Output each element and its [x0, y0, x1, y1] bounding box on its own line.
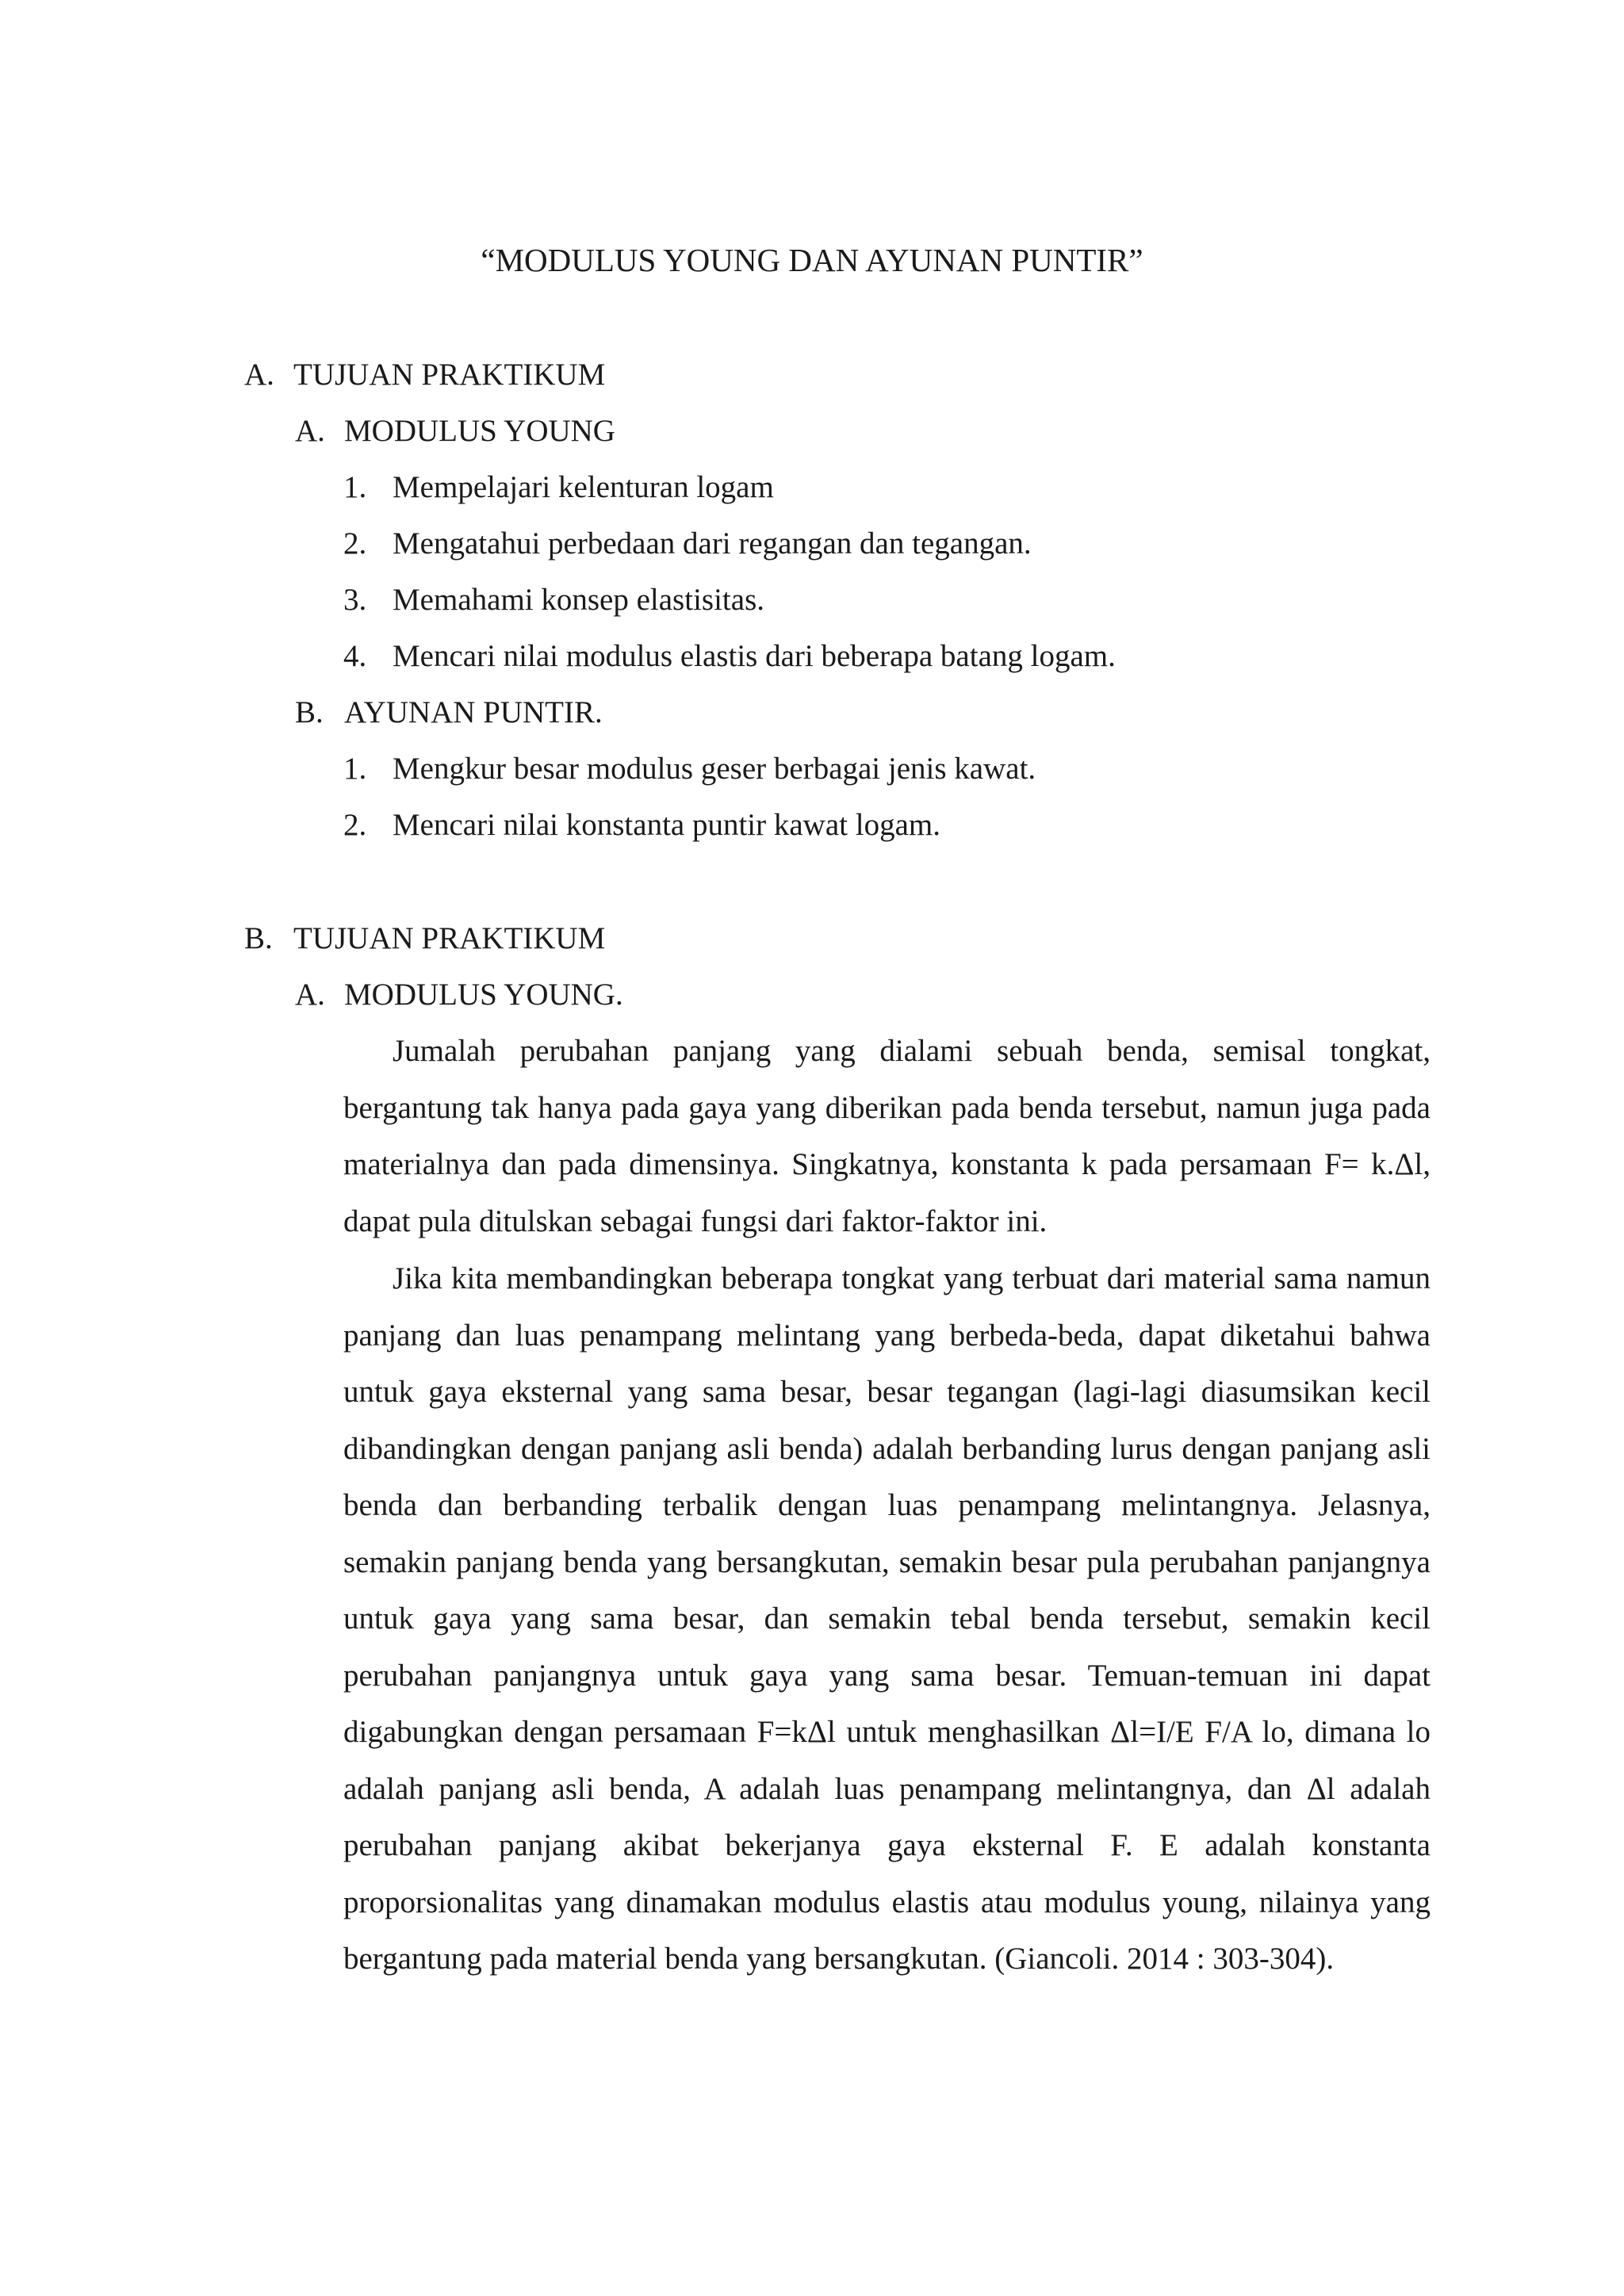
body-paragraph: Jumalah perubahan panjang yang dialami sebuah benda, semisal tongkat, bergantung tak hanya pada gaya yang diberikan pada benda tersebut, namun juga pada materialnya dan pada dimensinya. Singkatnya, konstanta k pada persamaan F= k.Δl, dapat pula ditulskan sebagai fungsi dari faktor-faktor ini.: [343, 1034, 1431, 1238]
list-text: Mengatahui perbedaan dari regangan dan tegangan.: [393, 526, 1032, 561]
subsection-marker: B.: [295, 695, 324, 729]
subsection-a-heading: [295, 973, 623, 1017]
list-number: 1.: [343, 470, 367, 504]
subsection-marker: A.: [295, 978, 325, 1012]
list-number: 2.: [343, 808, 367, 842]
subsection-title: MODULUS YOUNG.: [344, 978, 623, 1012]
list-item: [343, 803, 940, 848]
document-title: “MODULUS YOUNG DAN AYUNAN PUNTIR”: [481, 242, 1143, 278]
section-marker: B.: [244, 921, 273, 955]
section-title: TUJUAN PRAKTIKUM: [293, 358, 606, 392]
list-number: 1.: [343, 752, 367, 786]
list-item: [343, 634, 1116, 679]
list-text: Mengkur besar modulus geser berbagai jenis kawat.: [393, 752, 1036, 786]
subsection-b-heading: [295, 691, 603, 735]
list-text: Memahami konsep elastisitas.: [393, 583, 764, 617]
body-paragraph: Jika kita membandingkan beberapa tongkat yang terbuat dari material sama namun panjang dan luas penampang melintang yang berbeda-beda, dapat diketahui bahwa untuk gaya eksternal yang sama besar, besar tegangan (lagi-lagi diasumsikan kecil dibandingkan dengan panjang asli benda) adalah berbanding lurus dengan panjang asli benda dan berbanding terbalik dengan luas penampang melintangnya. Jelasnya, semakin panjang benda yang bersangkutan, semakin besar pula perubahan panjangnya untuk gaya yang sama besar, dan semakin tebal benda tersebut, semakin kecil perubahan panjangnya untuk gaya yang sama besar. Temuan-temuan ini dapat digabungkan dengan persamaan F=kΔl untuk menghasilkan Δl=I/E F/A lo, dimana lo adalah panjang asli benda, A adalah luas penampang melintangnya, dan Δl adalah perubahan panjang akibat bekerjanya gaya eksternal F. E adalah konstanta proporsionalitas yang dinamakan modulus elastis atau modulus young, nilainya yang bergantung pada material benda yang bersangkutan. (Giancoli. 2014 : 303-304).: [343, 1261, 1431, 1976]
list-item: [343, 578, 764, 622]
list-number: 4.: [343, 639, 367, 673]
list-number: 2.: [343, 526, 367, 561]
subsection-title: MODULUS YOUNG: [344, 414, 615, 448]
section-marker: A.: [244, 358, 274, 392]
section-b-heading: [244, 916, 605, 961]
list-number: 3.: [343, 583, 367, 617]
list-text: Mempelajari kelenturan logam: [393, 470, 774, 504]
list-item: [343, 522, 1032, 566]
list-item: [343, 465, 774, 510]
subsection-a-heading: [295, 409, 615, 453]
section-title: TUJUAN PRAKTIKUM: [293, 921, 606, 955]
list-text: Mencari nilai konstanta puntir kawat logam.: [393, 808, 940, 842]
list-text: Mencari nilai modulus elastis dari beberapa batang logam.: [393, 639, 1116, 673]
subsection-marker: A.: [295, 414, 325, 448]
section-a-heading: [244, 353, 605, 397]
list-item: [343, 747, 1036, 791]
subsection-title: AYUNAN PUNTIR.: [344, 695, 603, 729]
